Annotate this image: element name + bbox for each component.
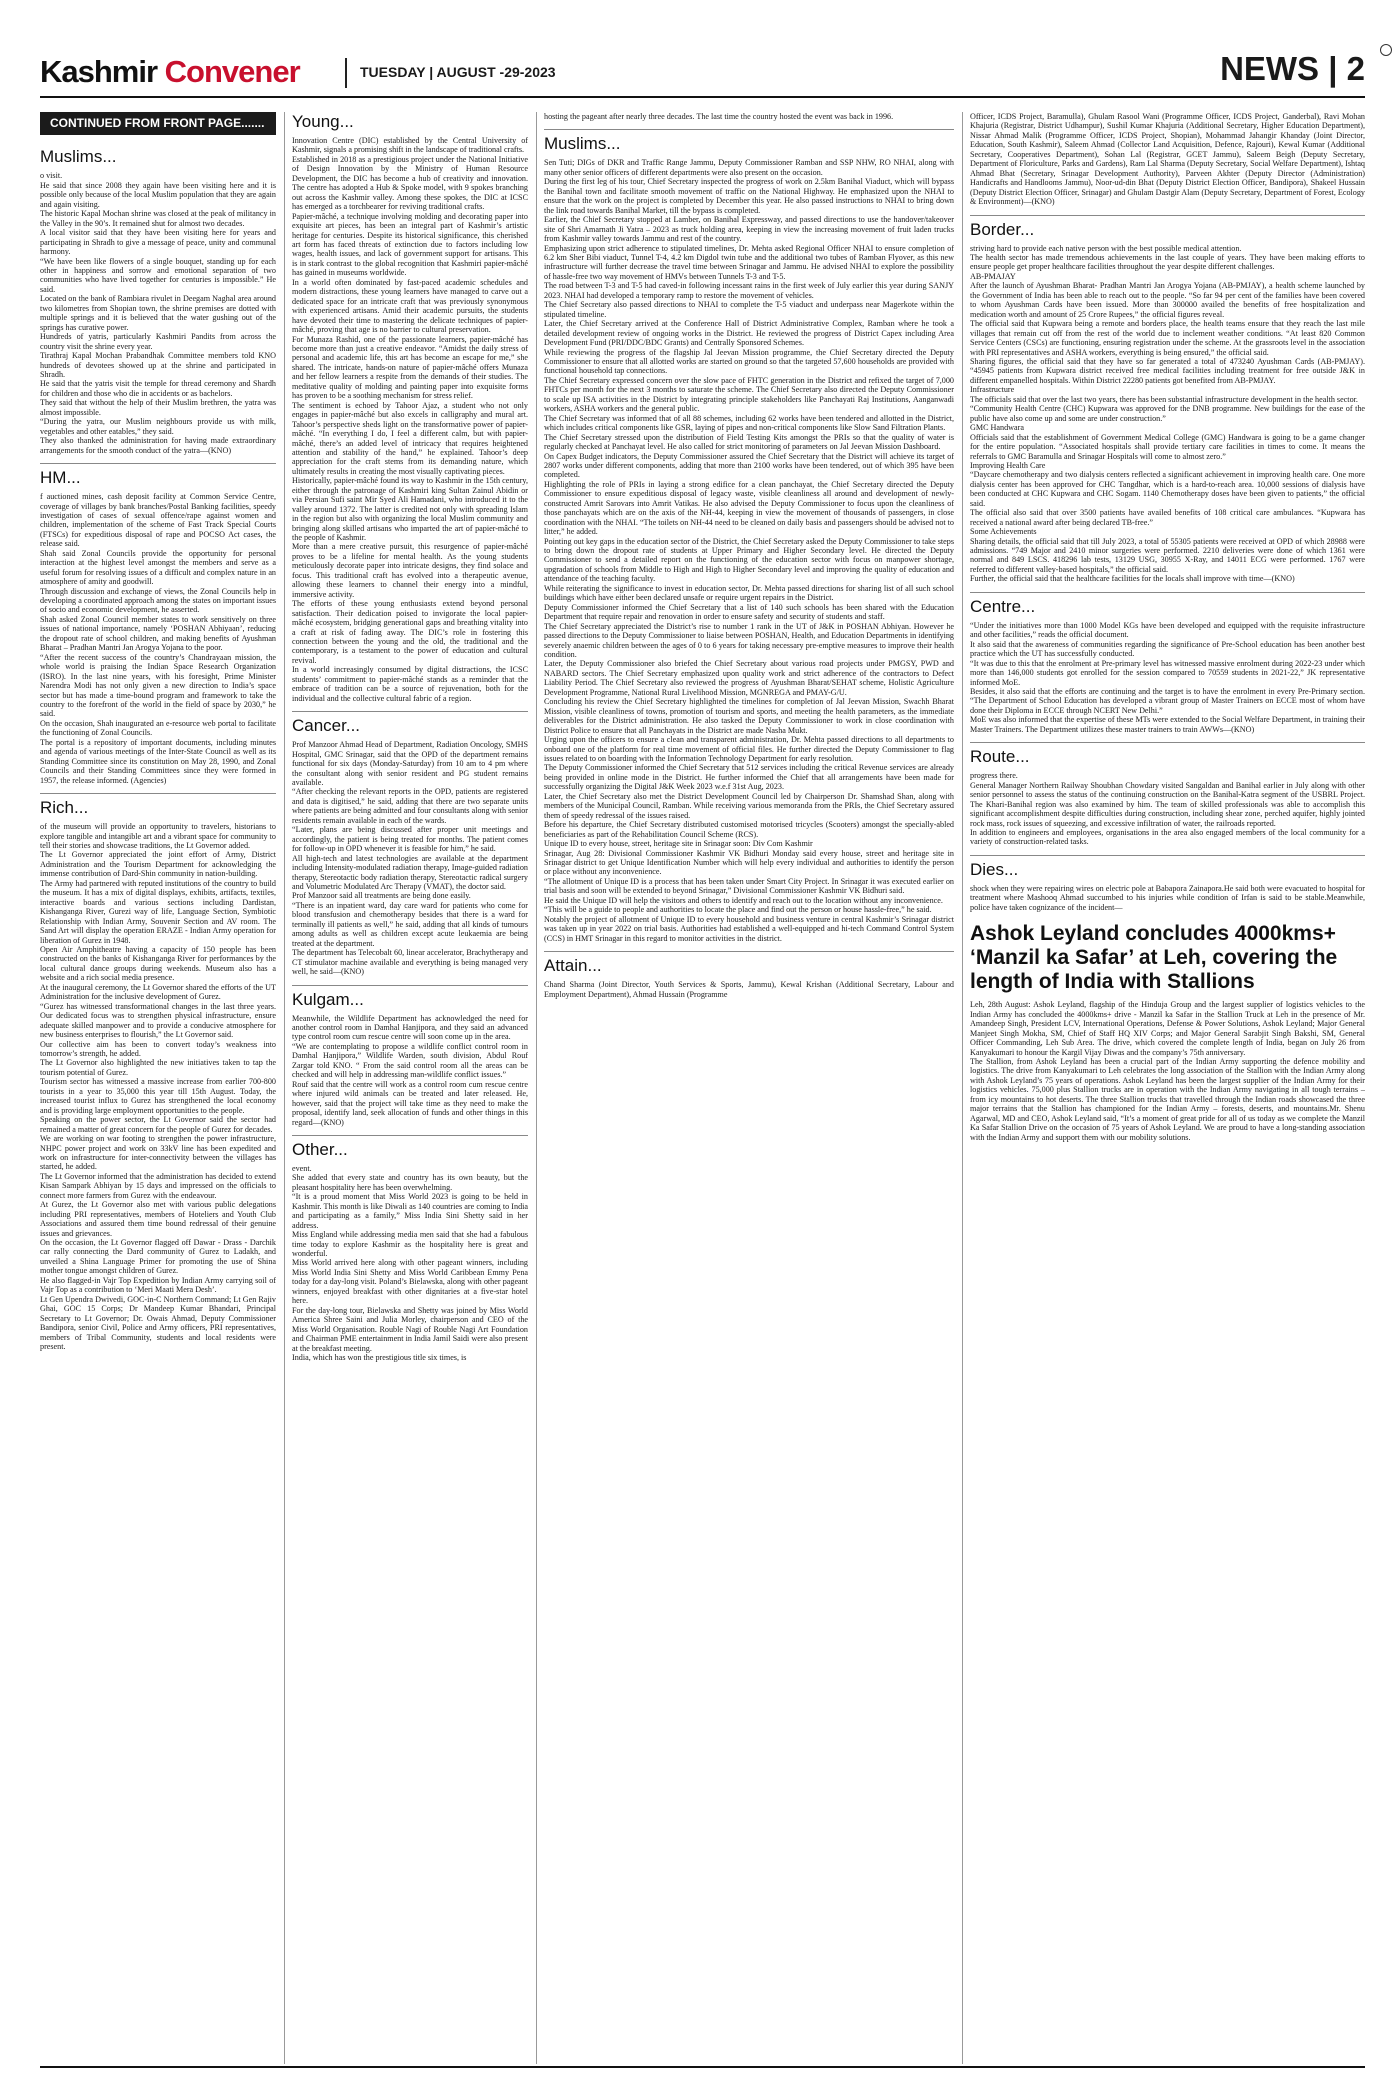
story-kicker-attain: Attain... bbox=[544, 951, 954, 976]
story-kicker-kulgam: Kulgam... bbox=[292, 985, 528, 1010]
ashok-leyland-story-body: Leh, 28th August: Ashok Leyland, flagship of the Hinduja Group and the largest supplier of logistics vehicles to the Indian Army has concluded the 4000kms+ drive - Manzil ka Safar in the Stallion Truck at Leh in the presence of Mr. Amandeep Singh, President LCV, International Operations, Defense & Power Solutions, Ashok Leyland; Major General Manjeet Singh Mokha, SM, Chief of Staff HQ XIV Corps; and Major General Sarabjit Singh Bakshi, SM, General Officer Commanding, Leh Sub Area. The drive, which covered the complete length of India, began on July 26 from Kanyakumari to honour the Kargil Vijay Diwas and the company’s 75th anniversary. The Stallion, from Ashok Leyland has been a crucial part of the Indian Army supporting the defence mobility and logistics. The drive from Kanyakumari to Leh celebrates the long association of the Stallion with the Indian Army along with Ashok Leyland’s 75 years of operations. Ashok Leyland has been the largest supplier of the Indian Army for their logistics vehicles. 75,000 plus Stallion trucks are in operation with the Indian Army navigating in all tough terrains – from icy mountains to hot deserts. The three Stallion trucks that travelled through the Indian roads showcased the three major terrains that the Stallion has championed for the Indian Army – forests, deserts, and mountains.Mr. Shenu Agarwal, MD and CEO, Ashok Leyland said, “It’s a moment of great pride for all of us today as we complete the Manzil Ka Safar Stallion Drive on the occasion of 75 years of Ashok Leyland. We are proud to have a long-standing association with the Indian Army and support them with our mobility solutions. bbox=[970, 1000, 1365, 1142]
story-body-cancer: Prof Manzoor Ahmad Head of Department, Radiation Oncology, SMHS Hospital, GMC Srinagar, said that the OPD of the department remains functional for six days (Monday-Saturday) from 10 am to 4 pm where the consultant along with senior resident and PG student remains available. “After checking the relevant reports in the OPD, patients are registered and data is digitised,” he said, adding that there are two separate units where patients are being admitted and four consultants along with senior residents remain available in each of the wards. “Later, plans are being discussed after proper unit meetings and accordingly, the patient is being treated for months. The patient comes for follow-up in OPD whenever it is feasible for him,” he said. All high-tech and latest technologies are available at the department including Intensity-modulated radiation therapy, Image-guided radiation therapy, Stereotactic body radiation therapy, Stereotactic radical surgery and Volumetric Modulated Arc Therapy (VMAT), the doctor said. Prof Manzoor said all treatments are being done easily. “There is an inpatient ward, day care ward for patients who come for blood transfusion and chemotherapy besides that there is a ward for terminally ill patients as well,” he said, adding that all kinds of tumours among adults as well as children except acute leukaemia are being treated at the department. The department has Telecobalt 60, linear accelerator, Brachytherapy and CT stimulator machine available and everything is being managed very well, he said—(KNO) bbox=[292, 740, 528, 977]
story-kicker-hm: HM... bbox=[40, 463, 276, 488]
footer-rule bbox=[40, 2066, 1365, 2068]
registration-mark-icon bbox=[1380, 44, 1392, 56]
header-rule bbox=[40, 96, 1365, 98]
logo-word-kashmir: Kashmir bbox=[40, 54, 158, 89]
story-body-muslims: o visit. He said that since 2008 they again have been visiting here and it is possible only because of the local Muslim population that they are again and again visiting. The historic Kapal Mochan shrine was closed at the peak of militancy in the Valley in the 90’s. It remained shut for almost two decades. A local visitor said that they have been visiting here for years and participating in Shradh to give a message of peace, unity and communal harmony. “We have been like flowers of a single bouquet, standing up for each other in happiness and sorrow and emotional separation of two communities who have lived together for centuries is impossible.” He said. Located on the bank of Rambiara rivulet in Deegam Naghal area around two kilometres from Shopian town, the shrine premises are dotted with multiple springs and it is believed that the water gushing out of the springs has curative power. Hundreds of yatris, particularly Kashmiri Pandits from across the country visit the shrine every year. Tirathraj Kapal Mochan Prabandhak Committee members told KNO hundreds of devotees showed up at the shrine and participated in Shradh. He said that the yatris visit the temple for thread ceremony and Shardh for children and those who die in accidents or as bachelors. They said that without the help of their Muslim brethren, the yatra was almost impossible. “During the yatra, our Muslim neighbours provide us with milk, vegetables and other eatables,” they said. They also thanked the administration for having made extraordinary arrangements for the smooth conduct of the yatra—(KNO) bbox=[40, 171, 276, 455]
issue-date: TUESDAY | AUGUST -29-2023 bbox=[360, 64, 556, 80]
story-body-centre: “Under the initiatives more than 1000 Model KGs have been developed and equipped with the requisite infrastructure and other facilities,” reads the official document. It also said that the awareness of communities regarding the significance of Pre-School education has been another best practice which the UT has successfully conducted. “It was due to this that the enrolment at Pre-primary level has witnessed massive enrolment during 2022-23 under which more than 146,000 students got enrolled for the session compared to 70559 students in 2021-22,” JK representative informed MoE. Besides, it also said that the efforts are continuing and the target is to have the enrolment in every Pre-Primary section. “The Department of School Education has developed a vibrant group of Master Trainers on ECCE most of whom have done their Diploma in ECCE through NCERT New Delhi.” MoE was also informed that the expertise of these MTs were extended to the Social Welfare Department, in training their Master Trainers. The Department utilizes these master trainers to train AWWs—(KNO) bbox=[970, 620, 1365, 734]
story-kicker-dies: Dies... bbox=[970, 855, 1365, 880]
story-body-young: Innovation Centre (DIC) established by the Central University of Kashmir, signals a promising shift in the landscape of traditional crafts. Established in 2018 as a prestigious project under the National Initiative of Design Innovation by the Ministry of Human Resource Development, the DIC has become a hub of creativity and innovation. The centre has adopted a Hub & Spoke model, with 9 spokes branching out across the Kashmir valley. Among these spokes, the DIC at ICSC has emerged as a torchbearer for reviving traditional crafts. Papier-mâché, a technique involving molding and decorating paper into exquisite art pieces, has been an integral part of Kashmir’s artistic heritage for centuries. Despite its historical significance, this cherished art form has faced threats of extinction due to factors including low wages, health issues, and lack of government support for artisans. This is in stark contrast to the global recognition that Kashmiri papier-mâché has gained in museums worldwide. In a world often dominated by fast-paced academic schedules and modern distractions, these young learners have managed to carve out a dedicated space for an intricate craft that was previously synonymous with experienced artisans. Amid their academic pursuits, the students have devoted their time to mastering the delicate techniques of papier-mâché, proving that age is no barrier to cultural preservation. For Munaza Rashid, one of the passionate learners, papier-mâché has become more than just a creative endeavor. “Amidst the daily stress of personal and academic life, this art has become an escape for me,” she shared. The intricate, hands-on nature of papier-mâché offers Munaza and her fellow learners a respite from the demands of their studies. The meditative quality of molding and painting paper into exquisite forms has proven to be a soothing mechanism for stress relief. The sentiment is echoed by Tahoor Ajaz, a student who not only engages in papier-mâché but also excels in calligraphy and mural art. Tahoor’s perspective sheds light on the transformative power of papier-mâché. “In everything I do, I feel a different calm, but with papier-mâché, there’s an added level of intricacy that requires heightened attention and stability of the hand,” he explained. Tahoor’s deep appreciation for the craft stems from its demanding nature, which ultimately results in creating the most visually captivating pieces. Historically, papier-mâché found its way to Kashmir in the 15th century, either through the patronage of Kashmiri king Sultan Zainul Abidin or via Persian Sufi saint Mir Syed Ali Hamadani, who introduced it to the valley around 1372. The latter is credited not only with spreading Islam in the region but also with organizing the local Muslim community and bringing along skilled artisans who imparted the art of papier-mâché to the people of Kashmir. More than a mere creative pursuit, this resurgence of papier-mâché proves to be a lifeline for mental health. As the young students meticulously decorate paper into intricate designs, they find solace and focus. This traditional craft has evolved into a therapeutic avenue, allowing these learners to channel their energy into a mindful, immersive activity. The efforts of these young enthusiasts extend beyond personal satisfaction. Their dedication poised to invigorate the local papier-mâché ecosystem, bridging generational gaps and breathing vitality into a craft at risk of fading away. The DIC’s role in fostering this connection between the young and the old, the traditional and the contemporary, is a testament to the power of education and cultural revival. In a world increasingly consumed by digital distractions, the ICSC students’ commitment to papier-mâché stands as a reminder that the embrace of tradition can be a source of rejuvenation, both for the individual and the collective cultural fabric of a region. bbox=[292, 136, 528, 703]
column-1 bbox=[40, 112, 276, 2064]
story-body-route: progress there. General Manager Northern Railway Shoubhan Chowdary visited Sangaldan and Banihal earlier in July along with other senior personnel to assess the status of the continuing construction on the Banihal-Katra segment of the USBRL Project. The Khari-Banihal region was also examined by him. The team of skilled professionals was able to accomplish this significant accomplishment despite difficulties during construction, including shear zone, perched aquifer, highly jointed rock mass, rock issues of squeezing, and excessive infiltration of water, the railroads reported. In addition to engineers and employees, organisations in the area also engaged members of the local community for a variety of construction-related tasks. bbox=[970, 771, 1365, 847]
story-kicker-centre: Centre... bbox=[970, 592, 1365, 617]
ashok-leyland-headline[interactable]: Ashok Leyland concludes 4000kms+ ‘Manzil ka Safar’ at Leh, covering the length of India with Stallions bbox=[970, 922, 1338, 994]
column-divider bbox=[536, 112, 537, 2064]
column-divider bbox=[284, 112, 285, 2064]
masthead-divider bbox=[345, 58, 347, 88]
column-4 bbox=[970, 112, 1365, 2064]
story-kicker-young: Young... bbox=[292, 112, 354, 131]
story-kicker-cancer: Cancer... bbox=[292, 711, 528, 736]
story-kicker-other: Other... bbox=[292, 1135, 528, 1160]
story-body-rich: of the museum will provide an opportunity to travelers, historians to explore tangible and intangible art and a vibrant space for community to tell their stories and showcase traditions, the Lt Governor added. The Lt Governor appreciated the joint effort of Army, District Administration and the Tourism Department for acknowledging the immense contribution of Dard-Shin community in nation-building. The Army had partnered with reputed institutions of the country to build the museum. It has a mix of digital displays, exhibits, artifacts, textiles, interactive boards and various sections including Dardistan, Kishanganga River, Gurezi way of life, Language Section, Symbiotic Relationship with Indian Army, Souvenir Section and AV room. The Sand Art will display the operation ERAZE - Indian Army operation for liberation of Gurez in 1948. Open Air Amphitheatre having a capacity of 150 people has been constructed on the banks of Kishanganga River for performances by the local cultural dance groups during weekends. Museum also has a website and a rich social media presence. At the inaugural ceremony, the Lt Governor shared the efforts of the UT Administration for the inclusive development of Gurez. “Gurez has witnessed transformational changes in the last three years. Our dedicated focus was to strengthen physical infrastructure, ensure adequate skilled manpower and to provide a conducive atmosphere for new business enterprises to flourish,” the Lt Governor said. Our collective aim has been to convert today’s weakness into tomorrow’s strength, he added. The Lt Governor also highlighted the new initiatives taken to tap the tourism potential of Gurez. Tourism sector has witnessed a massive increase from earlier 700-800 tourists in a year to 35,000 this year till 15th August. Today, the increased tourist influx to Gurez has strengthened the local economy and is providing large employment opportunities to the people. Speaking on the power sector, the Lt Governor said the sector had remained a matter of great concern for the people of Gurez for decades. We are working on war footing to strengthen the power infrastructure, NHPC power project and work on 33kV line has been expedited and work on infrastructure for inter-connectivity between the villages has started, he added. The Lt Governor informed that the administration has decided to extend Kisan Sampark Abhiyan by 15 days and impressed on the officials to connect more farmers from Gurez with the endeavour. At Gurez, the Lt Governor also met with various public delegations including PRI representatives, members of Hoteliers and Youth Club Associations and assured them time bound redressal of their genuine issues and grievances. On the occasion, the Lt Governor flagged off Dawar - Drass - Darchik car rally connecting the Dard community of Gurez to Ladakh, and unveiled a Shina Language Primer for promoting the use of Shina mother tongue amongst children of Gurez. He also flagged-in Vajr Top Expedition by Indian Army carrying soil of Vajr Top as a contribution to ‘Meri Maati Mera Desh’. Lt Gen Upendra Dwivedi, GOC-in-C Northern Command; Lt Gen Rajiv Ghai, GOC 15 Corps; Dr Mandeep Kumar Bhandari, Principal Secretary to Lt Governor; Dr. Owais Ahmad, Deputy Commissioner Bandipora, senior Civil, Police and Army officers, PRI representatives, members of Tribal Community, students and local residents were present. bbox=[40, 822, 276, 1352]
story-body-border: striving hard to provide each native person with the best possible medical attention. The health sector has made tremendous achievements in the last couple of years. They have been making efforts to ensure people get proper healthcare facilities throughout the year despite different challenges. AB-PMAJAY After the launch of Ayushman Bharat- Pradhan Mantri Jan Arogya Yojana (AB-PMJAY), a health scheme launched by the Government of India has been able to reach out to the people. “So far 94 per cent of the families have been covered to whom Ayushman Cards have been issued. More than 300000 availed the benefits of free hospitalization and medication worth and amount of 25 Crore Rupees,” the official figures reveal. The official said that Kupwara being a remote and borders place, the health teams ensure that they reach the last mile villages that remain cut off from the rest of the world due to inclement weather conditions. “At least 820 Common Service Centers (CSCs) are functioning, ensuring registration under the scheme. At the grassroots level in the association with PRI representatives and ASHA workers, everything is being ensured,” the official said. Sharing figures, the official said that they have so far generated a total of 473240 Ayushman Cards (AB-PMJAY). “45945 patients from Kupwara district received free medical facilities including treatment for free outside J&K in different empanelled hospitals. Within District 22280 patients got benefited from AB-PMJAY. Infrastructure The officials said that over the last two years, there has been substantial infrastructure development in the health sector. “Community Health Centre (CHC) Kupwara was approved for the DNB programme. New buildings for the ease of the public have also come up and some are under construction.” GMC Handwara Officials said that the establishment of Government Medical College (GMC) Handwara is going to be a game changer for the entire population. “Associated hospitals shall provide tertiary care facilities in times to come. It means the referrals to GMC Baramulla and Srinagar Hospitals will come to almost zero.” Improving Health Care “Daycare chemotherapy and two dialysis centers reflected a significant achievement in improving health care. One more dialysis center has been approved for CHC Tangdhar, which is a hard-to-reach area. 10,000 sessions of dialysis have been conducted at CHC Kupwara and CHC Sogam. 1140 Chemotherapy doses have been given to patients,” the official said. The official also said that over 3500 patients have availed benefits of 108 critical care ambulances. “Kupwara has received a national award after being declared TB-free.” Some Achievements Sharing details, the official said that till July 2023, a total of 55305 patients were received at OPD of which 28988 were admissions. “749 Major and 2410 minor surgeries were performed. 2210 deliveries were done of which 1361 were normal and 849 LSCS. 418296 lab tests, 13129 USG, 30955 X-Ray, and 14011 ECG were performed. 1767 were referred to different valley-based hospitals,” the official said. Further, the official said that the healthcare facilities for the locals shall improve with time—(KNO) bbox=[970, 243, 1365, 584]
story-body-muslims-2: Sen Tuti; DIGs of DKR and Traffic Range Jammu, Deputy Commissioner Ramban and SSP NHW, RO NHAI, along with many other senior officers of different departments were also present on the occasion. During the first leg of his tour, Chief Secretary inspected the progress of work on 2.5km Banihal Viaduct, which will bypass the Banihal town and facilitate smooth movement of traffic on the National Highway. He emphasized upon the NHAI to ensure that the work on the project is completed by December this year. He also passed instructions to NHAI to bring down the link road towards Banihal Market, till the bypass is completed. Earlier, the Chief Secretary stopped at Lamber, on Banihal Expressway, and passed directions to use the handover/takeover site of Shri Amarnath Ji Yatra – 2023 as truck holding area, keeping in view the increasing movement of fruit laden trucks from Kashmir valley towards Jammu and rest of the country. Emphasizing upon strict adherence to stipulated timelines, Dr. Mehta asked Regional Officer NHAI to ensure completion of 6.2 km Sher Bibi viaduct, Tunnel T-4, 4.2 km Digdol twin tube and the additional two tubes of Ramban Flyover, as this new infrastructure will further decrease the travel time between Srinagar and Jammu. He advised NHAI to explore the possibility of hassle-free two way movement of HMVs between Tunnels T-3 and T-5. The road between T-3 and T-5 had caved-in following incessant rains in the first week of July earlier this year during SANJY 2023. NHAI had developed a temporary ramp to restore the movement of vehicles. The Chief Secretary also passed directions to NHAI to complete the T-5 viaduct and underpass near Magerkote within the stipulated timeline. Later, the Chief Secretary arrived at the Conference Hall of District Administrative Complex, Ramban where he took a detailed development review of ongoing works in the District. He reviewed the progress of District Capex including Area Development Fund (PRI/DDC/BDC Grants) and Centrally Sponsored Schemes. While reviewing the progress of the flagship Jal Jeevan Mission programme, the Chief Secretary directed the Deputy Commissioner to ensure that all allotted works are started on ground so that the targeted 57,600 households are provided with functional household tap connections. The Chief Secretary expressed concern over the slow pace of FHTC generation in the District and refixed the target of 7,000 FHTCs per month for the next 3 months to saturate the scheme. The Chief Secretary also directed the Deputy Commissioner to scale up ISA activities in the District by integrating principle stakeholders like Panchayati Raj Institutions, Aanganwadi workers, ASHA workers and the general public. The Chief Secretary was informed that of all 88 schemes, including 62 works have been tendered and allotted in the District, which includes critical components like GSR, laying of pipes and non-critical components like Slow Sand Filtration Plants. The Chief Secretary stressed upon the distribution of Field Testing Kits amongst the PRIs so that the quality of water is regularly checked at Panchayat level. He also called for strict monitoring of parameters on Jal Jeevan Mission Dashboard. On Capex Budget indicators, the Deputy Commissioner assured the Chief Secretary that the District will achieve its target of 2807 works under different components, adding that more than 2100 works have been tendered, out of which 395 have been completed. Highlighting the role of PRIs in laying a strong edifice for a clean panchayat, the Chief Secretary directed the Deputy Commissioner to ensure expeditious disposal of legacy waste, visible cleanliness all around and development of newly-constructed Amrit Sarovars into Amrit Vatikas. He also advised the Deputy Commissioner to focus upon the cleanliness of those panchayats which are on the axis of the NH-44, keeping in view the movement of thousands of passengers, in close coordination with the NHAI. “The toilets on NH-44 need to be cleaned on daily basis and passengers should be advised not to litter,” he added. Pointing out key gaps in the education sector of the District, the Chief Secretary asked the Deputy Commissioner to take steps to bring down the dropout rate of students at Upper Primary and Higher Secondary level. He directed the Deputy Commissioner to send a detailed report on the functioning of the education sector with focus on manpower shortage, upgradation of schools from Middle to High and High to Higher Secondary level and improving the quality of education and attendance of the teaching faculty. While reiterating the significance to invest in education sector, Dr. Mehta passed directions for sharing list of all such school buildings which have either been declared unsafe or require urgent repairs in the District. Deputy Commissioner informed the Chief Secretary that a list of 140 such schools has been shared with the Education Department that require repair and renovation in order to ensure safety and security of students and staff. The Chief Secretary appreciated the District’s rise to number 1 rank in the UT of J&K in POSHAN Abhiyan. However he passed directions to the Deputy Commissioner to liaise between POSHAN, Health, and Education Departments in identifying severely anaemic children between the ages of 0 to 6 years for taking necessary pre-emptive measures to improve their health condition. Later, the Deputy Commissioner also briefed the Chief Secretary about various road projects under PMGSY, PWD and NABARD sectors. The Chief Secretary emphasized upon quality work and strict adherence of the contractors to Defect Liability Period. The Chief Secretary also reviewed the progress of Ayushman Bharat/SEHAT scheme, Holistic Agriculture Development Programme, National Rural Livelihood Mission, MGNREGA and PMAY-G/U. Concluding his review the Chief Secretary highlighted the timelines for completion of Jal Jeevan Mission, Swachh Bharat Mission, visible cleanliness of towns, promotion of tourism and sports, and meeting the health parameters, as the immediate deliverables for the District administration. He also tasked the Deputy Commissioner to work in close coordination with District Police to ensure that all Panchayats in the District are made Nasha Mukt. Urging upon the officers to ensure a clean and transparent administration, Dr. Mehta passed directions to all departments to onboard one of the platform for real time movement of official files. He further directed the Deputy Commissioner to flag issues related to on boarding with the Information Technology Department for early resolution. The Deputy Commissioner informed the Chief Secretary that 512 services including the critical Revenue services are already being provided in online mode in the District. He further informed the Chief that all arrangements have been made for successfully organizing the Digital J&K Week 2023 w.e.f 31st Aug, 2023. Later, the Chief Secretary also met the District Development Council led by Chairperson Dr. Shamshad Shan, along with members of the Municipal Council, Ramban. While receiving various memoranda from the PRIs, the Chief Secretary assured them of speedy redressal of the issues raised. Before his departure, the Chief Secretary distributed customised motorised tricycles (Scooters) amongst the specially-abled beneficiaries as part of the Rehabilitation Council Scheme (RCS). Unique ID to every house, street, heritage site in Srinagar soon: Div Com Kashmir Srinagar, Aug 28: Divisional Commissioner Kashmir VK Bidhuri Monday said every house, street and heritage site in Srinagar district to get Unique Identification Number which will help every individual and authorities to identify the person or place without any inconvenience. “The allotment of Unique ID is a process that has been taken under Smart City Project. In Srinagar it was executed earlier on trial basis and soon will be extended to beyond Srinagar,” Divisional Commissioner Kashmir VK Bidhuri said. He said the Unique ID will help the visitors and others to identify and reach out to the location without any inconvenience. “This will be a guide to people and authorities to locate the place and find out the person or house hassle-free,” he said. Notably the project of allotment of Unique ID to every household and business venture in central Kashmir’s Srinagar district was taken up in year 2022 on trial basis. Authorities had established a well-equipped and hi-tech Command Control System (CCS) in HMT Srinagar in this regard to monitor activities in the district. bbox=[544, 158, 954, 943]
story-body-other: event. She added that every state and country has its own beauty, but the pleasant hospitality here has been overwhelming. “It is a proud moment that Miss World 2023 is going to be held in Kashmir. This month is like Diwali as 140 countries are coming to India and participating as a family,” Miss India Sini Shetty said in her address. Miss England while addressing media men said that she had a fabulous time today to explore Kashmir as the hospitality here is great and wonderful. Miss World arrived here along with other pageant winners, including Miss World India Sini Shetty and Miss World Caribbean Emmy Pena today for a day-long visit. Poland’s Bielawska, along with other pageant winners, enjoyed breakfast with other dignitaries at a five-star hotel here. For the day-long tour, Bielawska and Shetty was joined by Miss World America Shree Saini and Julia Morley, chairperson and CEO of the Miss World Organisation. Rouble Nagi of Rouble Nagi Art Foundation and Chairman PME entertainment in India Jamil Saidi were also present at the breakfast meeting. India, which has won the prestigious title six times, is bbox=[292, 1163, 528, 1363]
story-body-attain: Chand Sharma (Joint Director, Youth Services & Sports, Jammu), Kewal Krishan (Additional Secretary, Labour and Employment Department), Ahmad Hussain (Programme bbox=[544, 980, 954, 999]
story-kicker-muslims: Muslims... bbox=[40, 147, 117, 167]
logo-word-convener: Convener bbox=[164, 54, 300, 89]
story-body-dies: shock when they were repairing wires on electric pole at Babapora Zainapora.He said both were evacuated to hospital for treatment where Mashooq Ahmad succumbed to his injuries while condition of Irfan is said to be stable.Meanwhile, police have taken cognizance of the incident— bbox=[970, 883, 1365, 912]
story-body-other-continued: hosting the pageant after nearly three decades. The last time the country hosted the event was back in 1996. bbox=[544, 112, 894, 121]
story-kicker-route: Route... bbox=[970, 742, 1365, 767]
story-kicker-rich: Rich... bbox=[40, 793, 276, 818]
story-kicker-muslims-2: Muslims... bbox=[544, 129, 954, 154]
continued-banner: CONTINUED FROM FRONT PAGE....... bbox=[40, 112, 276, 135]
story-kicker-border: Border... bbox=[970, 215, 1365, 240]
column-2 bbox=[292, 112, 528, 2064]
story-body-attain-continued: Officer, ICDS Project, Baramulla), Ghulam Rasool Wani (Programme Officer, ICDS Project, Ganderbal), Ravi Mohan Khajuria (Registrar, District Udhampur), Sushil Kumar Khajuria (Additional Secretary, Higher Education Department), Nissar Ahmad Malik (Programme Officer, ICDS Project, Shopian), Mohammad Jahangir Khanday (Joint Director, Education, South Kashmir), Saleem Ahmad (Collector Land Acquisition, Defence, Rajouri), Kewal Kumar (Additional Secretary, Cooperatives Department), Sohan Lal (Registrar, GCET Jammu), Saleem Beigh (Deputy Secretary, Department of Floriculture, Parks and Gardens), Ram Lal Sharma (Deputy Secretary, Social Welfare Department), Ishtaq Ahmad Bhat (Secretary, Srinagar Development Authority), Parveen Akhter (Deputy Director (Administration) Handicrafts and Handlooms Jammu), Noor-ud-din Bhat (Deputy District Election Officer, Bandipora), Shakeel Hussain (Deputy District Election Officer, Srinagar) and Ghulam Dastgir Alam (Deputy Secretary, Department of Forest, Ecology & Environment)—(KNO) bbox=[970, 112, 1365, 207]
masthead bbox=[40, 50, 1365, 94]
story-body-kulgam: Meanwhile, the Wildlife Department has acknowledged the need for another control room in Damhal Hanjipora, and they said an advanced type control room cum rescue centre will soon come up in the area. “We are contemplating to propose a wildlife conflict control room in Damhal Hanjipora,” Wildlife Warden, south division, Abdul Rouf Zargar told KNO. “ From the said control room all the areas can be checked and will help in addressing man-wildlife conflict issues.” Rouf said that the centre will work as a control room cum rescue centre where injured wild animals can be treated and later released. He, however, said that the project will take time as they need to make the proposal, identify land, seek allocation of funds and other things in this regard—(KNO) bbox=[292, 1013, 528, 1127]
column-divider bbox=[962, 112, 963, 2064]
newspaper-logo[interactable] bbox=[40, 54, 300, 90]
story-body-hm: f auctioned mines, cash deposit facility at Common Service Centre, coverage of villages by bank branches/Postal Banking facilities, speedy investigation of cases of sexual offence/rape against women and children, implementation of the scheme of Fast Track Special Courts (FTSCs) for expeditious disposal of rape and POCSO Act cases, the release said. Shah said Zonal Councils provide the opportunity for personal interaction at the highest level amongst the members and serve as a useful forum for resolving issues of a difficult and complex nature in an atmosphere of amity and goodwill. Through discussion and exchange of views, the Zonal Councils help in developing a coordinated approach among the states on important issues of socio and economic development, he asserted. Shah asked Zonal Council member states to work sensitively on three issues of national importance, namely ‘POSHAN Abhiyaan’, reducing the dropout rate of school children, and making benefits of Ayushman Bharat – Pradhan Mantri Jan Arogya Yojana to the poor. “After the recent success of the country’s Chandrayaan mission, the whole world is praising the Indian Space Research Organization (ISRO). In the last nine years, with his foresight, Prime Minister Narendra Modi has not only given a new direction to India’s space sector but has made a time-bound program and framework to take the country to the forefront of the world in the field of space by 2030,” he said. On the occasion, Shah inaugurated an e-resource web portal to facilitate the functioning of Zonal Councils. The portal is a repository of important documents, including minutes and agenda of various meetings of the Inter-State Council as well as its Standing Committee since its constitution on May 28, 1990, and Zonal Councils and their Standing Committees since they were formed in 1957, the release informed. (Agencies) bbox=[40, 492, 276, 785]
section-title: NEWS | 2 bbox=[1220, 50, 1365, 87]
column-3 bbox=[544, 112, 954, 2064]
